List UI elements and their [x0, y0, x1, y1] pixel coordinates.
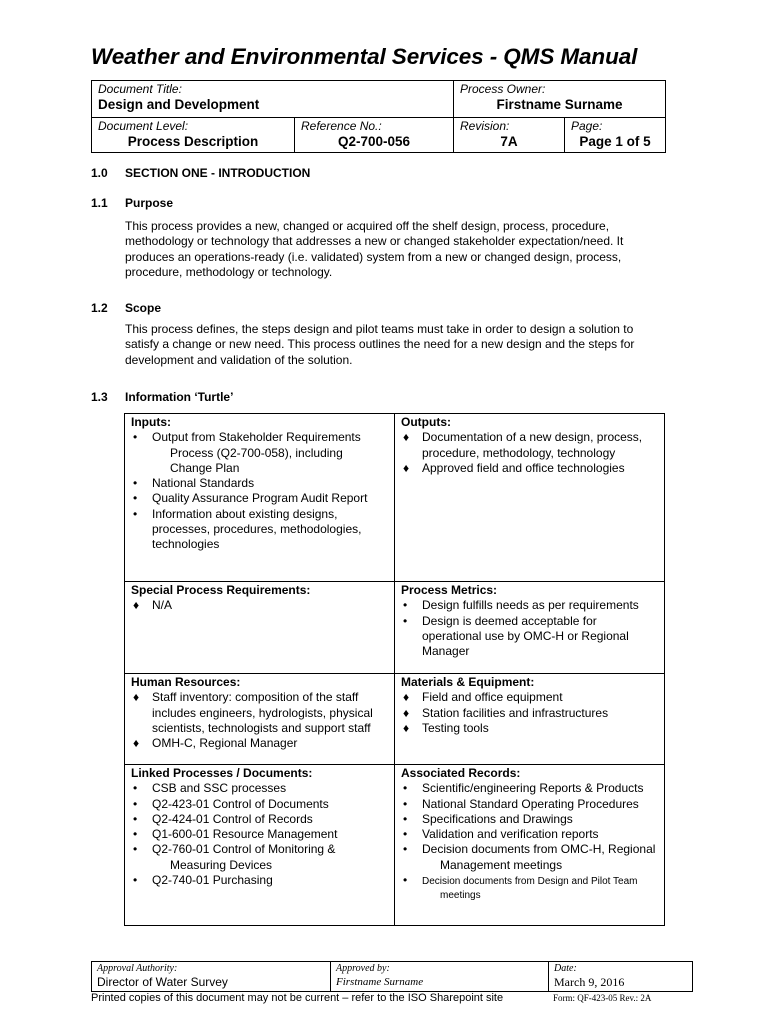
list-item	[131, 476, 388, 491]
list-item-text: Scientific/engineering Reports & Products	[422, 781, 644, 796]
list-item-text: Q1-600-01 Resource Management	[152, 827, 338, 842]
bullet-icon: •	[133, 491, 138, 506]
date-cell	[549, 962, 693, 992]
bullet-icon: •	[133, 506, 138, 521]
process-owner-value: Firstname Surname	[496, 97, 623, 112]
revision-cell	[454, 118, 565, 153]
inputs-list	[131, 430, 388, 552]
linked-processes-title: Linked Processes / Documents:	[131, 766, 313, 780]
linked-processes-cell	[125, 765, 395, 926]
list-item-text: Decision documents from Design and Pilot Team	[422, 876, 638, 888]
bullet-icon: •	[133, 476, 138, 491]
outputs-title: Outputs:	[401, 415, 451, 429]
bullet-icon: •	[133, 827, 138, 842]
bullet-icon: •	[403, 613, 408, 628]
approved-by-cell	[331, 962, 549, 992]
list-item	[401, 797, 658, 812]
materials-equipment-cell	[395, 674, 665, 765]
list-item-continuation: Process (Q2-700-058), including Change Plan	[170, 445, 343, 475]
page-label: Page:	[571, 119, 603, 133]
list-item-text: Specifications and Drawings	[422, 811, 573, 826]
list-item	[401, 461, 658, 476]
list-item-text: National Standard Operating Procedures	[422, 796, 639, 811]
materials-equipment-title: Materials & Equipment:	[401, 675, 535, 689]
bullet-icon: •	[133, 430, 138, 445]
special-requirements-cell	[125, 582, 395, 674]
bullet-icon: •	[133, 781, 138, 796]
section-title: SECTION ONE - INTRODUCTION	[125, 166, 311, 180]
list-item	[131, 827, 388, 842]
section-number: 1.0	[91, 166, 108, 180]
list-item	[131, 873, 388, 888]
materials-equipment-list	[401, 690, 658, 736]
form-reference: Form: QF-423-05 Rev.: 2A	[553, 993, 652, 1003]
diamond-bullet-icon: ♦	[133, 690, 140, 705]
list-item-text: Q2-423-01 Control of Documents	[152, 796, 329, 811]
revision-value: 7A	[500, 134, 518, 149]
outputs-cell	[395, 414, 665, 582]
associated-records-cell	[395, 765, 665, 926]
bullet-icon: •	[133, 842, 138, 857]
bullet-icon: •	[133, 873, 138, 888]
process-metrics-list	[401, 598, 658, 659]
bullet-icon: •	[403, 811, 408, 826]
bullet-icon: •	[403, 873, 408, 888]
bullet-icon: •	[133, 811, 138, 826]
human-resources-title: Human Resources:	[131, 675, 241, 689]
list-item-text: Q2-424-01 Control of Records	[152, 811, 313, 826]
list-item	[131, 507, 388, 553]
associated-records-list-small	[401, 873, 658, 903]
diamond-bullet-icon: ♦	[403, 720, 410, 735]
associated-records-title: Associated Records:	[401, 766, 521, 780]
list-item-continuation: Measuring Devices	[170, 857, 273, 872]
information-turtle-table	[124, 413, 665, 926]
special-requirements-list	[131, 598, 388, 613]
bullet-icon: •	[133, 796, 138, 811]
approved-by-label: Approved by:	[336, 963, 390, 974]
diamond-bullet-icon: ♦	[133, 598, 140, 613]
list-item	[401, 842, 658, 873]
inputs-title: Inputs:	[131, 415, 171, 429]
list-item	[131, 842, 388, 873]
human-resources-list	[131, 690, 388, 751]
list-item-text: Station facilities and infrastructures	[422, 705, 609, 720]
doc-level-label: Document Level:	[98, 119, 189, 133]
list-item-text: Quality Assurance Program Audit Report	[152, 491, 368, 506]
list-item-text: Documentation of a new design, process, procedure, methodology, technology	[422, 430, 643, 460]
approval-authority-label: Approval Authority:	[97, 963, 178, 974]
list-item-text: Q2-740-01 Purchasing	[152, 873, 273, 888]
page-value: Page 1 of 5	[579, 134, 651, 149]
list-item-text: Testing tools	[422, 720, 489, 735]
human-resources-cell	[125, 674, 395, 765]
associated-records-list	[401, 781, 658, 873]
outputs-list	[401, 430, 658, 476]
list-item	[131, 781, 388, 796]
list-item	[401, 430, 658, 461]
doc-title-value: Design and Development	[98, 97, 260, 112]
list-item	[131, 598, 388, 613]
list-item	[401, 706, 658, 721]
process-owner-label: Process Owner:	[460, 82, 546, 96]
section-title: Purpose	[125, 196, 174, 210]
list-item-text: Design fulfills needs as per requirements	[422, 598, 639, 613]
reference-label: Reference No.:	[301, 119, 382, 133]
special-requirements-title: Special Process Requirements:	[131, 583, 311, 597]
section-number: 1.1	[91, 196, 108, 210]
list-item-continuation: Management meetings	[440, 857, 563, 872]
print-disclaimer: Printed copies of this document may not be current – refer to the ISO Sharepoint site	[91, 992, 504, 1004]
list-item-text: Output from Stakeholder Requirements	[152, 430, 361, 445]
bullet-icon: •	[403, 842, 408, 857]
page-title: Weather and Environmental Services - QMS Manual	[91, 44, 638, 69]
list-item	[401, 721, 658, 736]
diamond-bullet-icon: ♦	[403, 460, 410, 475]
diamond-bullet-icon: ♦	[133, 736, 140, 751]
list-item	[401, 781, 658, 796]
list-item	[401, 614, 658, 660]
list-item-text: N/A	[152, 598, 173, 613]
process-owner-cell	[454, 81, 666, 118]
list-item-continuation: meetings	[440, 890, 481, 902]
approval-authority-cell	[92, 962, 331, 992]
page-cell	[565, 118, 666, 153]
diamond-bullet-icon: ♦	[403, 430, 410, 445]
list-item	[401, 873, 658, 903]
list-item-text: Information about existing designs, processes, procedures, methodologies, technologies	[152, 506, 362, 552]
list-item-text: Field and office equipment	[422, 690, 563, 705]
reference-cell	[295, 118, 454, 153]
bullet-icon: •	[403, 796, 408, 811]
reference-value: Q2-700-056	[337, 134, 411, 149]
date-value: March 9, 2016	[554, 975, 625, 989]
date-label: Date:	[554, 963, 577, 974]
inputs-cell	[125, 414, 395, 582]
list-item	[131, 430, 388, 476]
list-item	[131, 812, 388, 827]
list-item	[131, 690, 388, 736]
revision-label: Revision:	[460, 119, 510, 133]
diamond-bullet-icon: ♦	[403, 690, 410, 705]
approval-footer-table	[91, 961, 693, 992]
purpose-paragraph: This process provides a new, changed or acquired off the shelf design, process, procedure, methodology or technology that addresses a new or changed stakeholder expectation/need. It produces an operations-ready (i.e. validated) system from a new or changed design, process, procedure, methodology or technology.	[125, 219, 624, 279]
list-item-text: Decision documents from OMC-H, Regional	[422, 842, 656, 857]
list-item-text: National Standards	[152, 476, 255, 491]
scope-paragraph: This process defines, the steps design and pilot teams must take in order to design a solution to satisfy a change or new need. This process outlines the need for a new design and the steps for development and validation of the solution.	[125, 322, 635, 367]
list-item	[131, 797, 388, 812]
list-item-text: Q2-760-01 Control of Monitoring &	[152, 842, 336, 857]
doc-title-label: Document Title:	[98, 82, 182, 96]
section-number: 1.3	[91, 390, 108, 404]
bullet-icon: •	[403, 827, 408, 842]
process-metrics-cell	[395, 582, 665, 674]
list-item	[131, 491, 388, 506]
bullet-icon: •	[403, 781, 408, 796]
bullet-icon: •	[403, 598, 408, 613]
diamond-bullet-icon: ♦	[403, 705, 410, 720]
list-item-text: Staff inventory: composition of the staff includes engineers, hydrologists, physical scientists, technologists and support staff	[152, 690, 373, 735]
document-header-table	[91, 80, 666, 153]
list-item-text: Validation and verification reports	[422, 827, 599, 842]
section-title: Scope	[125, 301, 162, 315]
section-number: 1.2	[91, 301, 108, 315]
linked-processes-list	[131, 781, 388, 888]
list-item-text: CSB and SSC processes	[152, 781, 287, 796]
list-item	[401, 690, 658, 705]
list-item	[401, 598, 658, 613]
list-item-text: Approved field and office technologies	[422, 460, 625, 475]
section-title: Information ‘Turtle’	[125, 390, 234, 404]
approval-authority-value: Director of Water Survey	[97, 975, 228, 989]
list-item	[401, 827, 658, 842]
list-item	[131, 736, 388, 751]
doc-level-cell	[92, 118, 295, 153]
process-metrics-title: Process Metrics:	[401, 583, 498, 597]
doc-level-value: Process Description	[127, 134, 259, 149]
list-item-text: Design is deemed acceptable for operational use by OMC-H or Regional Manager	[422, 613, 629, 659]
approved-by-value: Firstname Surname	[336, 976, 424, 988]
list-item-text: OMH-C, Regional Manager	[152, 736, 298, 751]
list-item	[401, 812, 658, 827]
doc-title-cell	[92, 81, 454, 118]
